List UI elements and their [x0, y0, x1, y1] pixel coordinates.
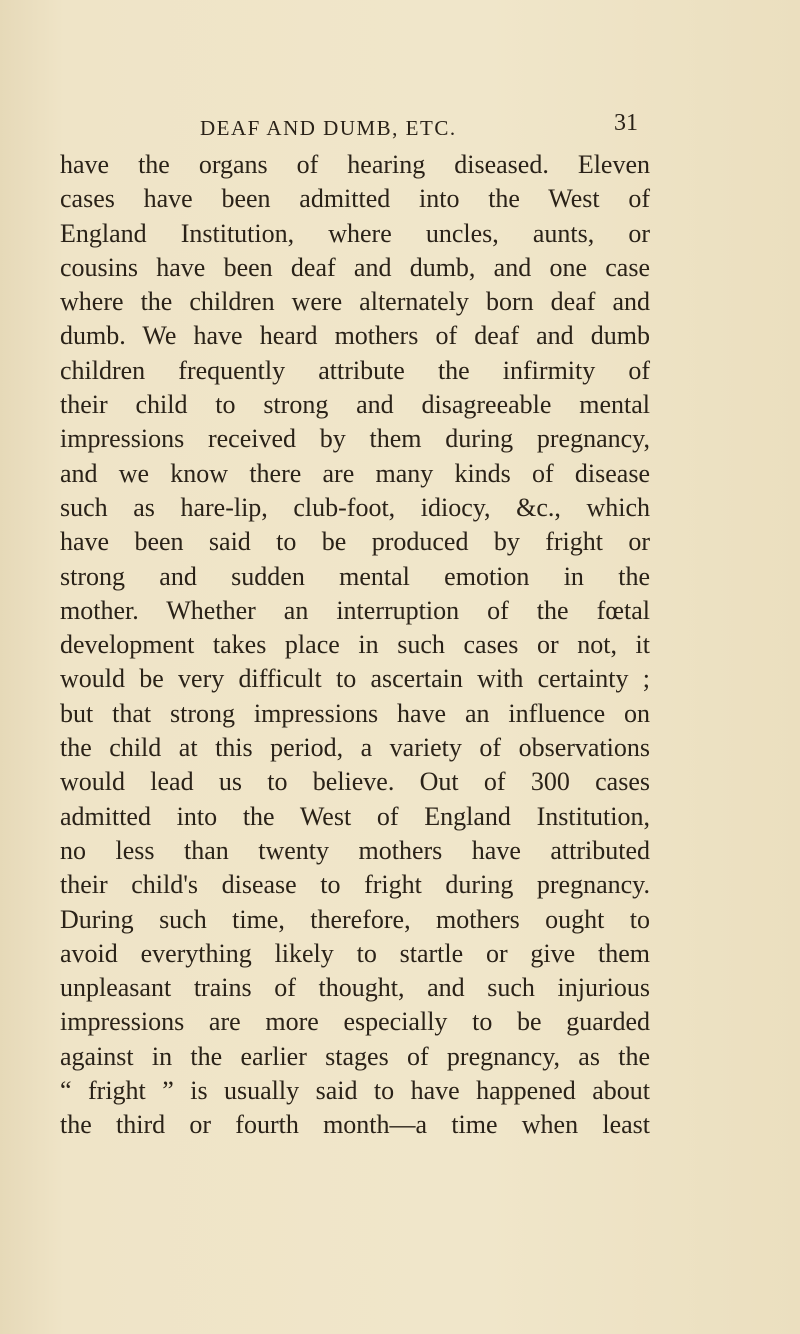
text-line: would be very difficult to ascertain with certainty ;: [60, 664, 650, 694]
text-line: where the children were alternately born deaf and: [60, 287, 650, 317]
text-line: strong and sudden mental emotion in the: [60, 561, 650, 591]
text-line: During such time, therefore, mothers ought to: [60, 904, 650, 934]
text-line: would lead us to believe. Out of 300 cases: [60, 767, 650, 797]
text-line: the child at this period, a variety of observations: [60, 733, 650, 763]
text-line: the third or fourth month—a time when least: [60, 1110, 650, 1140]
text-line: development takes place in such cases or not, it: [60, 630, 650, 660]
body-text: [60, 148, 650, 1143]
text-line: admitted into the West of England Institution,: [60, 801, 650, 831]
text-line: avoid everything likely to startle or give them: [60, 938, 650, 968]
page-number: 31: [614, 110, 638, 136]
text-line: their child's disease to fright during pregnancy.: [60, 870, 650, 900]
text-line: against in the earlier stages of pregnancy, as the: [60, 1041, 650, 1071]
text-line: cases have been admitted into the West of: [60, 184, 650, 214]
text-line: but that strong impressions have an influence on: [60, 698, 650, 728]
text-line: mother. Whether an interruption of the fœtal: [60, 595, 650, 625]
text-line: “ fright ” is usually said to have happened about: [60, 1076, 650, 1106]
text-line: such as hare-lip, club-foot, idiocy, &c., which: [60, 492, 650, 522]
text-line: cousins have been deaf and dumb, and one case: [60, 252, 650, 282]
text-line: have been said to be produced by fright or: [60, 527, 650, 557]
text-line: their child to strong and disagreeable mental: [60, 390, 650, 420]
text-line: England Institution, where uncles, aunts, or: [60, 218, 650, 248]
text-line: unpleasant trains of thought, and such injurious: [60, 973, 650, 1003]
text-line: dumb. We have heard mothers of deaf and dumb: [60, 321, 650, 351]
text-line: impressions are more especially to be guarded: [60, 1007, 650, 1037]
text-line: children frequently attribute the infirmity of: [60, 355, 650, 385]
text-line: have the organs of hearing diseased. Eleven: [60, 150, 650, 179]
text-line: and we know there are many kinds of disease: [60, 458, 650, 488]
running-head: DEAF AND DUMB, ETC.: [200, 116, 457, 140]
text-line: no less than twenty mothers have attributed: [60, 835, 650, 865]
text-line: impressions received by them during pregnancy,: [60, 424, 650, 454]
